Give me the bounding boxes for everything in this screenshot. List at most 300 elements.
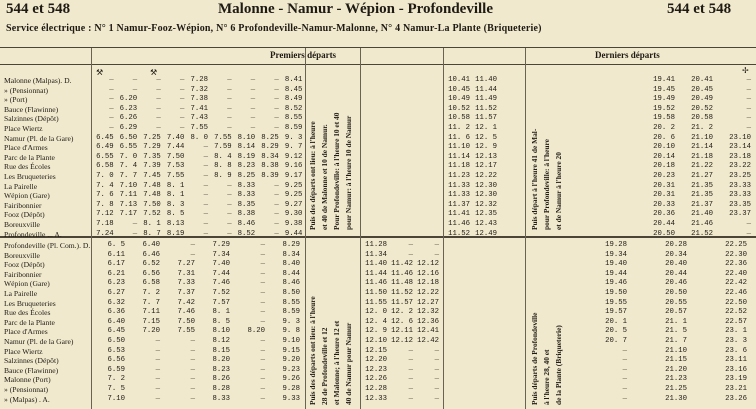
departure-time: 8.59 [284, 123, 303, 132]
departure-time: 21.25 [665, 384, 687, 393]
departure-time: 12. 5 [475, 133, 497, 142]
departure-time: — [260, 279, 265, 288]
departure-time: 11.57 [391, 298, 413, 307]
departure-time: 12.49 [475, 229, 497, 238]
departure-time: — [260, 241, 265, 249]
departure-time: 23.18 [729, 152, 751, 161]
service-note: Puis départ à l'heure 41 de Mal- [530, 128, 539, 230]
departure-time: 19.58 [653, 114, 675, 123]
departure-time: — [260, 356, 265, 365]
departure-time: 6.50 [119, 133, 138, 142]
departure-time: — [156, 104, 161, 113]
departure-time: 11.41 [448, 210, 470, 219]
departure-time: 11.33 [448, 191, 470, 200]
departure-time: 22.46 [725, 288, 747, 297]
departure-time: 10.41 [448, 76, 470, 84]
departure-time: — [156, 114, 161, 123]
departure-time: 7.39 [143, 162, 161, 171]
departure-time: 8.19 [166, 229, 185, 238]
departure-time: — [132, 229, 138, 238]
departure-time: 6.58 [96, 162, 114, 171]
departure-time: 8. 7 [143, 229, 161, 238]
departure-time: 6.59 [107, 365, 125, 374]
stop-name: Bauce (Flawinne) [4, 365, 59, 375]
departure-time: 7.34 [212, 250, 230, 259]
departure-time: 8.44 [282, 269, 300, 278]
departure-time: — [622, 375, 627, 384]
departure-time: 11.49 [475, 95, 497, 104]
service-note: Puis des départs ont lieu: à l'heure [308, 296, 317, 405]
departure-time: 20. 2 [653, 123, 675, 132]
time-column [198, 241, 230, 404]
departure-time: 21.20 [665, 365, 687, 374]
departure-time: 11.33 [448, 181, 470, 190]
departure-time: 7. 8 [96, 200, 114, 209]
departure-time: 9. 8 [282, 327, 300, 336]
departure-time: 20.55 [665, 298, 687, 307]
departure-time: 11.18 [448, 162, 470, 171]
departure-time: — [227, 76, 232, 84]
departure-time: — [274, 200, 279, 209]
departure-time: 20.14 [653, 152, 675, 161]
departure-time: 8.20 [247, 327, 265, 336]
departure-time: — [622, 384, 627, 393]
departure-time: 7.44 [212, 269, 230, 278]
departure-time: 7.52 [212, 288, 230, 297]
departure-time: — [190, 356, 195, 365]
departure-time: 20.31 [653, 191, 675, 200]
departure-time: 8.10 [237, 133, 256, 142]
departure-time: 7. 6 [96, 191, 114, 200]
departure-time: 8.19 [237, 152, 256, 161]
departure-time: 12.41 [417, 327, 439, 336]
time-column [473, 76, 497, 239]
departure-time: 8. 8 [214, 162, 232, 171]
departure-time: — [746, 76, 751, 84]
departure-time: — [260, 336, 265, 345]
departure-time: 20. 5 [605, 327, 627, 336]
departure-time: 21.18 [691, 152, 713, 161]
departure-time: 20.40 [665, 260, 687, 269]
departure-time: — [260, 250, 265, 259]
departure-time: — [109, 95, 114, 104]
departure-time: 7.50 [166, 152, 185, 161]
departure-time: 8.29 [282, 241, 300, 249]
departure-time: 8.13 [166, 219, 185, 228]
departure-time: 12.13 [475, 152, 497, 161]
departure-time: — [250, 85, 256, 94]
departure-time: — [156, 85, 161, 94]
departure-time: 8.33 [212, 394, 230, 403]
departure-time: 7.12 [96, 210, 114, 219]
departure-time: — [190, 346, 195, 355]
departure-time: 7.48 [143, 181, 161, 190]
departure-time: 20.34 [665, 250, 687, 259]
departure-time: 7.17 [119, 210, 138, 219]
departure-time: 7.31 [177, 269, 195, 278]
bottom-stops-list [4, 241, 90, 404]
departure-time: 11.44 [365, 269, 387, 278]
route-title: Malonne - Namur - Wépion - Profondeville [218, 1, 493, 17]
departure-time: 7.57 [212, 298, 230, 307]
departure-time: 9.17 [284, 171, 303, 180]
hammer-pick-icon: ⚒ [150, 68, 158, 77]
departure-time: 8.38 [237, 210, 256, 219]
departure-time: 7.32 [190, 85, 208, 94]
stop-name: Fairibonnier [4, 200, 42, 210]
departure-time: 7.50 [143, 200, 161, 209]
departure-time: — [203, 210, 208, 219]
departure-time: 9. 3 [284, 133, 303, 142]
departure-time: 22.30 [725, 250, 747, 259]
departure-time: 7.50 [177, 317, 195, 326]
departure-time: 11.34 [365, 250, 387, 259]
departure-time: — [260, 298, 265, 307]
departure-time: 7. 7 [142, 298, 160, 307]
departure-time: 8.59 [282, 308, 300, 317]
departure-time: — [408, 375, 413, 384]
departure-time: 20.57 [665, 308, 687, 317]
departure-time: 12.11 [391, 327, 413, 336]
departure-time: — [155, 336, 160, 345]
departure-time: 12. 9 [365, 327, 387, 336]
departure-time: — [155, 394, 160, 403]
departure-time: 21. 7 [665, 336, 687, 345]
departure-time: 23.37 [729, 210, 751, 219]
departure-time: — [274, 191, 279, 200]
departure-time: 19.52 [653, 104, 675, 113]
cross-icon: ✢ [742, 66, 749, 75]
departure-time: — [434, 384, 439, 393]
time-column [630, 241, 687, 404]
time-column [163, 241, 195, 404]
time-column [93, 76, 114, 239]
departure-time: 9.38 [284, 219, 303, 228]
departure-time: 23.19 [725, 375, 747, 384]
departure-time: 12.16 [417, 269, 439, 278]
departure-time: 20.31 [653, 181, 675, 190]
departure-time: 8.46 [282, 279, 300, 288]
departure-time: 8.55 [282, 298, 300, 307]
departure-time: 8.26 [212, 375, 230, 384]
departure-time: 7. 4 [96, 181, 114, 190]
departure-time: 21.40 [691, 210, 713, 219]
departure-time: 22.36 [725, 260, 747, 269]
departure-time: 7.18 [96, 219, 114, 228]
departure-time: — [260, 365, 265, 374]
departure-time: — [408, 346, 413, 355]
departure-time: 6.20 [119, 95, 138, 104]
departure-time: 21.15 [665, 356, 687, 365]
departure-time: — [260, 269, 265, 278]
departure-time: 6.36 [107, 308, 125, 317]
departure-time: 12.10 [365, 336, 387, 345]
departure-time: 11.57 [475, 114, 497, 123]
departure-time: — [180, 95, 185, 104]
departure-time: 12.22 [417, 288, 439, 297]
departure-time: 7.11 [142, 308, 160, 317]
departure-time: 6.32 [107, 298, 125, 307]
time-column [390, 241, 413, 404]
departure-time: 11.40 [365, 260, 387, 269]
departure-time: 11.46 [365, 279, 387, 288]
departure-time: 8. 4 [214, 152, 232, 161]
departure-time: — [190, 375, 195, 384]
stop-name: Boreuxville [4, 250, 40, 260]
departure-time: — [746, 85, 751, 94]
departure-time: 11.42 [391, 260, 413, 269]
departure-time: 23. 1 [725, 327, 747, 336]
departure-time: — [274, 85, 279, 94]
departure-time: — [227, 104, 232, 113]
departure-time: 8. 1 [212, 308, 230, 317]
departure-time: 12. 4 [365, 317, 387, 326]
departure-time: 11.55 [365, 298, 387, 307]
departure-time: 21.37 [691, 200, 713, 209]
departure-time: 11.46 [448, 219, 470, 228]
departure-time: 11.48 [391, 279, 413, 288]
departure-time: — [227, 114, 232, 123]
departure-time: — [250, 95, 256, 104]
departure-time: 12. 6 [391, 317, 413, 326]
departure-time: 7. 4 [119, 162, 138, 171]
departure-time: 9.16 [284, 162, 303, 171]
departure-time: 20.23 [653, 171, 675, 180]
departure-time: 8.25 [237, 171, 256, 180]
departure-time: — [227, 95, 232, 104]
time-column [678, 76, 713, 239]
service-note: pour Namur: à l'heure 10 de Namur [344, 115, 353, 230]
departure-time: — [434, 241, 439, 249]
departure-time: 8.10 [212, 327, 230, 336]
departure-time: — [746, 123, 751, 132]
departure-time: 23.21 [725, 384, 747, 393]
departure-time: 11.52 [475, 104, 497, 113]
departure-time: 9.10 [282, 336, 300, 345]
departure-time: 19.49 [653, 95, 675, 104]
departure-time: 11.46 [391, 269, 413, 278]
departure-time: 8.14 [237, 143, 256, 152]
departure-time: 20.33 [653, 200, 675, 209]
departure-time: 12.30 [475, 191, 497, 200]
departure-time: — [109, 114, 114, 123]
departure-time: 8.50 [282, 288, 300, 297]
section-header-divider [0, 64, 756, 65]
departure-time: 8. 5 [212, 317, 230, 326]
stop-name: Bauce (Flawinne) [4, 104, 59, 114]
time-column [416, 241, 439, 404]
note-block-divider [360, 48, 361, 409]
departure-time: — [622, 365, 627, 374]
stop-name: » (Pensionnat) [4, 85, 49, 95]
departure-time: — [274, 95, 279, 104]
departure-time: 8.23 [237, 162, 256, 171]
departure-time: — [408, 394, 413, 403]
stop-name: Profondeville (Pl. Com.). D. [4, 241, 91, 250]
departure-time: — [746, 95, 751, 104]
departure-time: 12.18 [417, 279, 439, 288]
departure-time: 11.50 [365, 288, 387, 297]
time-column [640, 76, 675, 239]
stop-name: » (Port) [4, 95, 28, 105]
departure-time: 11.52 [391, 288, 413, 297]
departure-time: 23. 6 [725, 346, 747, 355]
departure-time: — [227, 210, 232, 219]
departure-time: 6. 5 [107, 241, 125, 249]
departure-time: — [180, 85, 185, 94]
departure-time: — [227, 229, 232, 238]
departure-time: 21.52 [691, 229, 713, 238]
stop-name: La Pairelle [4, 181, 38, 191]
departure-time: 7.55 [177, 327, 195, 336]
departure-time: 6.21 [107, 269, 125, 278]
departure-time: 12. 2 [391, 308, 413, 317]
departure-time: 20.45 [691, 85, 713, 94]
departure-time: 9.12 [284, 152, 303, 161]
departure-time: 8.33 [237, 181, 256, 190]
departure-time: 7.53 [166, 162, 185, 171]
departure-time: — [408, 384, 413, 393]
departure-time: 19.45 [653, 85, 675, 94]
departure-time: 8.39 [261, 171, 279, 180]
service-note: Pour Profondeville: à l'heure 10 et 40 [332, 112, 341, 230]
departure-time: — [203, 143, 208, 152]
departure-time: 21. 2 [691, 123, 713, 132]
departure-time: 19.57 [605, 308, 627, 317]
departure-time: — [274, 104, 279, 113]
service-line: Service électrique : N° 1 Namur-Fooz-Wépion, N° 6 Profondeville-Namur-Malonne, N° 4 Namur-La Plante (Briqueterie) [6, 23, 542, 34]
departure-time: — [434, 356, 439, 365]
departure-time: 7.20 [142, 327, 160, 336]
departure-time: — [227, 181, 232, 190]
departure-time: 12.32 [475, 200, 497, 209]
time-column [364, 241, 387, 404]
departure-time: 21.10 [691, 133, 713, 142]
departure-time: — [203, 219, 208, 228]
departure-time: — [274, 219, 279, 228]
departure-time: — [260, 260, 265, 269]
departure-time: 7.38 [190, 95, 208, 104]
last-departures-label: Derniers départs [595, 50, 660, 60]
stop-name: Fairibonnier [4, 269, 42, 279]
departure-time: — [408, 241, 413, 249]
departure-time: — [180, 104, 185, 113]
departure-time: 9.25 [284, 181, 303, 190]
departure-time: 19.28 [605, 241, 627, 249]
departure-time: — [155, 384, 160, 393]
stop-name: Boreuxville [4, 219, 40, 229]
departure-time: — [260, 375, 265, 384]
time-column [93, 241, 125, 404]
departure-time: — [203, 191, 208, 200]
stop-name: Les Bruqueteries [4, 171, 56, 181]
service-note: Puis départs de Profondeville [530, 312, 539, 405]
departure-time: — [155, 346, 160, 355]
departure-time: 22.42 [725, 279, 747, 288]
stop-name: Parc de la Plante [4, 317, 55, 327]
departure-time: 7.15 [142, 317, 160, 326]
stop-column-divider [91, 48, 92, 409]
time-column [258, 76, 279, 239]
departure-time: — [274, 181, 279, 190]
departure-time: — [227, 191, 232, 200]
departure-time: 8. 5 [166, 210, 185, 219]
departure-time: 11.40 [475, 76, 497, 84]
stop-name: La Pairelle [4, 288, 38, 298]
departure-time: 20. 7 [605, 336, 627, 345]
departure-time: 8. 0 [190, 133, 208, 142]
departure-time: — [434, 346, 439, 355]
departure-time: — [156, 123, 161, 132]
service-note: Puis des départs ont lieu: à l'heure [308, 121, 317, 230]
departure-time: — [434, 365, 439, 374]
stop-name: Malonne (Port) [4, 375, 51, 385]
departure-time: 8.34 [282, 250, 300, 259]
departure-time: 8. 1 [166, 191, 185, 200]
departure-time: 8.38 [261, 162, 279, 171]
stop-name: Wépion (Gare) [4, 279, 50, 289]
departure-time: 12.12 [417, 260, 439, 269]
service-note: et Malonne; à l'heure 12 et [332, 320, 341, 405]
departure-time: 12.33 [365, 394, 387, 403]
departure-time: — [250, 123, 256, 132]
departure-time: — [180, 114, 185, 123]
departure-time: 9.15 [282, 346, 300, 355]
departure-time: — [408, 365, 413, 374]
stop-name: Fooz (Dépôt) [4, 260, 45, 270]
time-column [187, 76, 208, 239]
time-column [716, 76, 751, 239]
departure-time: 7.33 [177, 279, 195, 288]
departure-time: 8.55 [284, 114, 303, 123]
departure-time: — [180, 123, 185, 132]
time-column [211, 76, 232, 239]
departure-time: 9.25 [284, 191, 303, 200]
departure-time: 21.22 [691, 162, 713, 171]
departure-time: 21.27 [691, 171, 713, 180]
departure-time: 12.28 [365, 384, 387, 393]
departure-time: 6.11 [107, 250, 125, 259]
departure-time: 8.34 [261, 152, 279, 161]
departure-time: 20.18 [653, 162, 675, 171]
stop-name: Rue des Écoles [4, 308, 51, 318]
departure-time: 11.52 [448, 229, 470, 238]
departure-time: 23.14 [729, 143, 751, 152]
departure-time: 7. 2 [107, 375, 125, 384]
departure-time: 7.41 [190, 104, 208, 113]
departure-time: 10.45 [448, 85, 470, 94]
stop-name: Place Wiertz [4, 346, 43, 356]
departure-time: — [155, 356, 160, 365]
departure-time: 7. 7 [119, 171, 138, 180]
departure-time: 21.35 [691, 191, 713, 200]
departure-time: — [132, 219, 138, 228]
departure-time: 8. 9 [214, 171, 232, 180]
departure-time: — [434, 375, 439, 384]
departure-time: 7.27 [177, 260, 195, 269]
departure-time: 7.52 [143, 210, 161, 219]
departure-time: — [622, 346, 627, 355]
departure-time: — [203, 152, 208, 161]
departure-time: — [203, 171, 208, 180]
departure-time: — [190, 365, 195, 374]
line-number-right: 544 et 548 [667, 1, 732, 17]
departure-time: — [260, 394, 265, 403]
stop-name: Parc de la Plante [4, 152, 55, 162]
departure-time: 9. 3 [282, 317, 300, 326]
departure-time: 10.58 [448, 114, 470, 123]
service-note: de la Plante (Briqueterie) [554, 325, 563, 405]
